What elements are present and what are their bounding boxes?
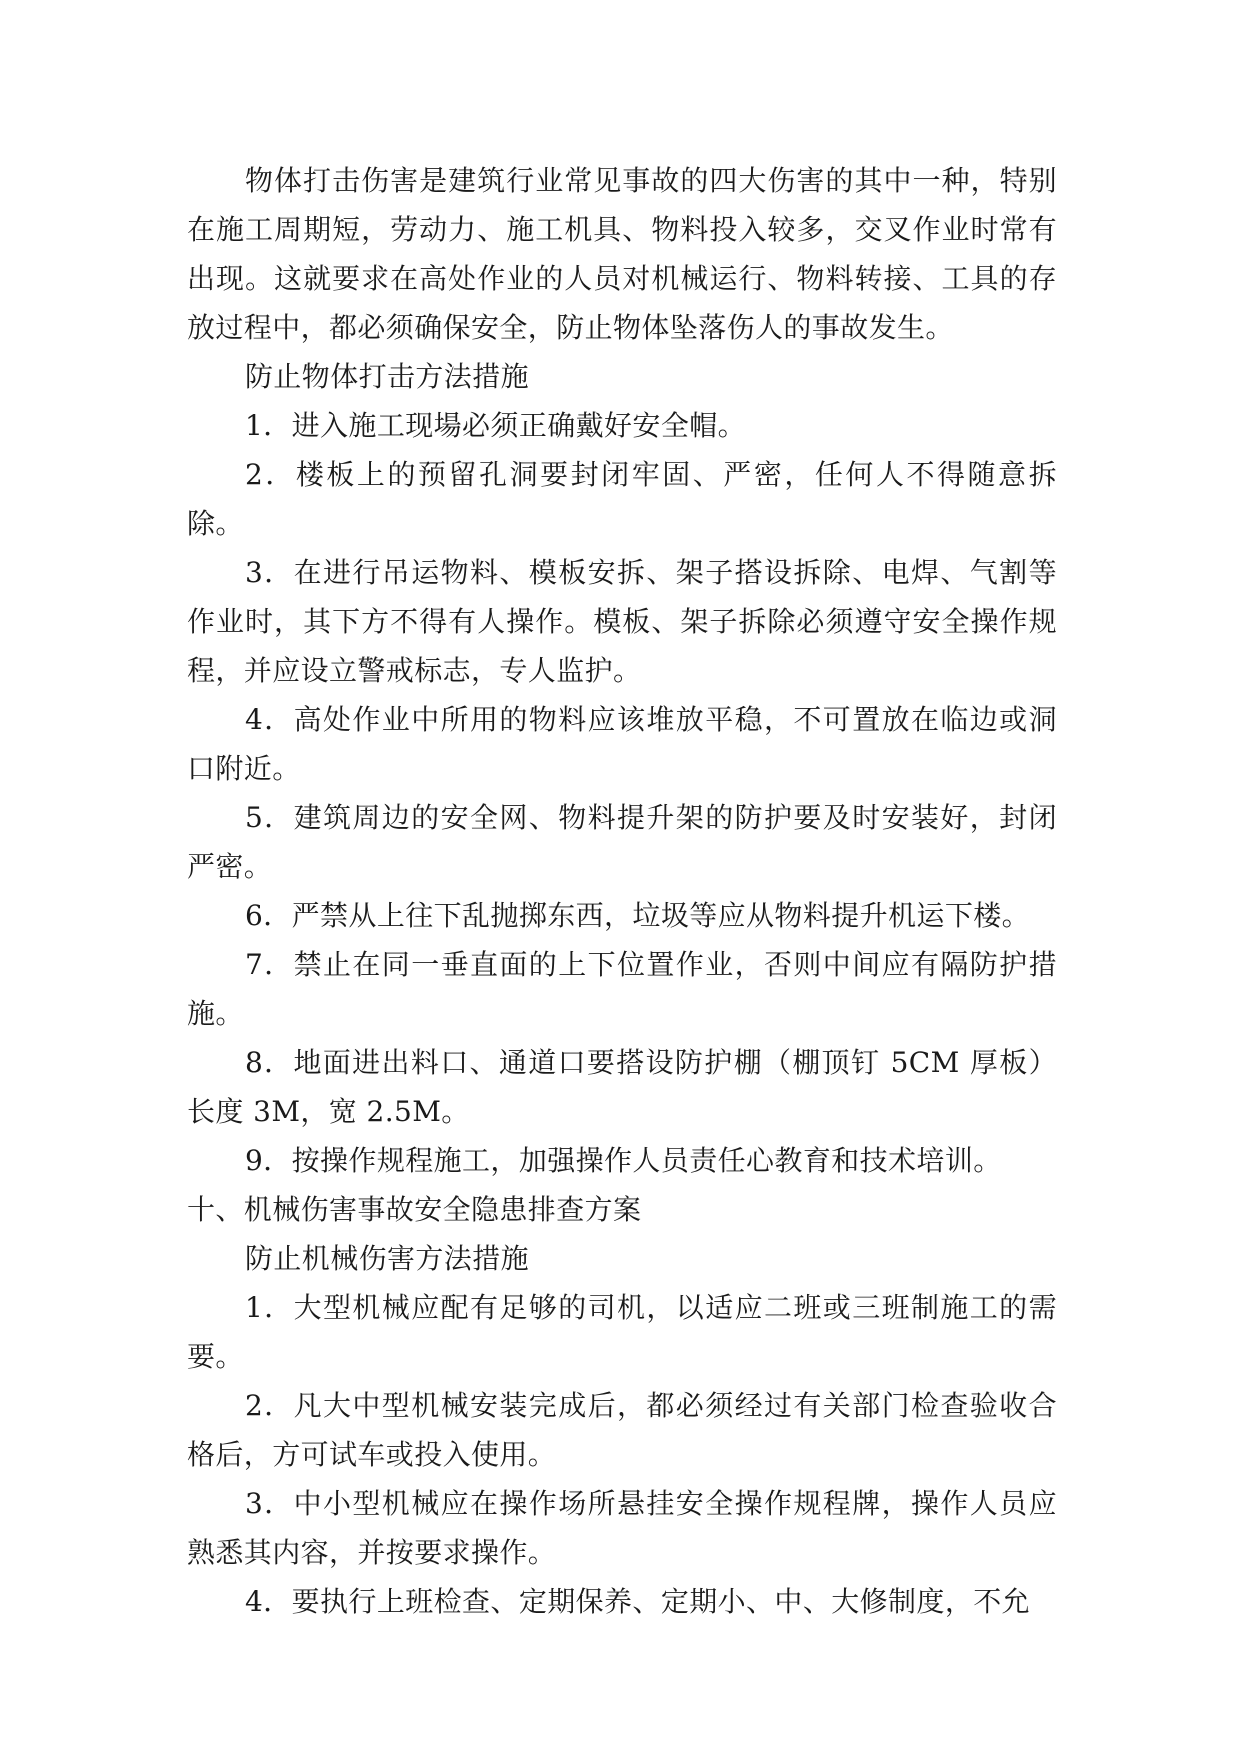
list-item: 8．地面进出料口、通道口要搭设防护棚（棚顶钉 5CM 厚板）长度 3M，宽 2.5M。 bbox=[187, 1046, 1057, 1128]
list-item: 4．要执行上班检查、定期保养、定期小、中、大修制度，不允 bbox=[245, 1585, 1031, 1618]
document-body bbox=[187, 156, 1057, 1626]
list-item: 4．高处作业中所用的物料应该堆放平稳，不可置放在临边或洞口附近。 bbox=[187, 703, 1057, 785]
list-item: 5．建筑周边的安全网、物料提升架的防护要及时安装好，封闭严密。 bbox=[187, 801, 1057, 883]
list-item: 2．楼板上的预留孔洞要封闭牢固、严密，任何人不得随意拆除。 bbox=[187, 458, 1057, 540]
intro-paragraph: 物体打击伤害是建筑行业常见事故的四大伤害的其中一种，特别在施工周期短，劳动力、施工机具、物料投入较多，交叉作业时常有出现。这就要求在高处作业的人员对机械运行、物料转接、工具的存放过程中，都必须确保安全，防止物体坠落伤人的事故发生。 bbox=[187, 164, 1057, 344]
list-item: 7．禁止在同一垂直面的上下位置作业，否则中间应有隔防护措施。 bbox=[187, 948, 1057, 1030]
list-item: 3．中小型机械应在操作场所悬挂安全操作规程牌，操作人员应熟悉其内容，并按要求操作。 bbox=[187, 1487, 1057, 1569]
section-heading-mechanical-injury: 十、机械伤害事故安全隐患排查方案 bbox=[187, 1193, 642, 1226]
list-item: 6．严禁从上往下乱抛掷东西，垃圾等应从物料提升机运下楼。 bbox=[245, 899, 1031, 932]
list-item: 2．凡大中型机械安装完成后，都必须经过有关部门检查验收合格后，方可试车或投入使用。 bbox=[187, 1389, 1057, 1471]
list-item: 1．大型机械应配有足够的司机，以适应二班或三班制施工的需要。 bbox=[187, 1291, 1057, 1373]
list-item: 9．按操作规程施工，加强操作人员责任心教育和技术培训。 bbox=[245, 1144, 1002, 1177]
list-item: 1．进入施工现場必须正确戴好安全帽。 bbox=[245, 409, 747, 442]
section-subtitle-object-strike: 防止物体打击方法措施 bbox=[245, 360, 530, 393]
list-item: 3．在进行吊运物料、模板安拆、架子搭设拆除、电焊、气割等作业时，其下方不得有人操作。模板、架子拆除必须遵守安全操作规程，并应设立警戒标志，专人监护。 bbox=[187, 556, 1057, 687]
section-subtitle-mechanical-injury: 防止机械伤害方法措施 bbox=[245, 1242, 530, 1275]
